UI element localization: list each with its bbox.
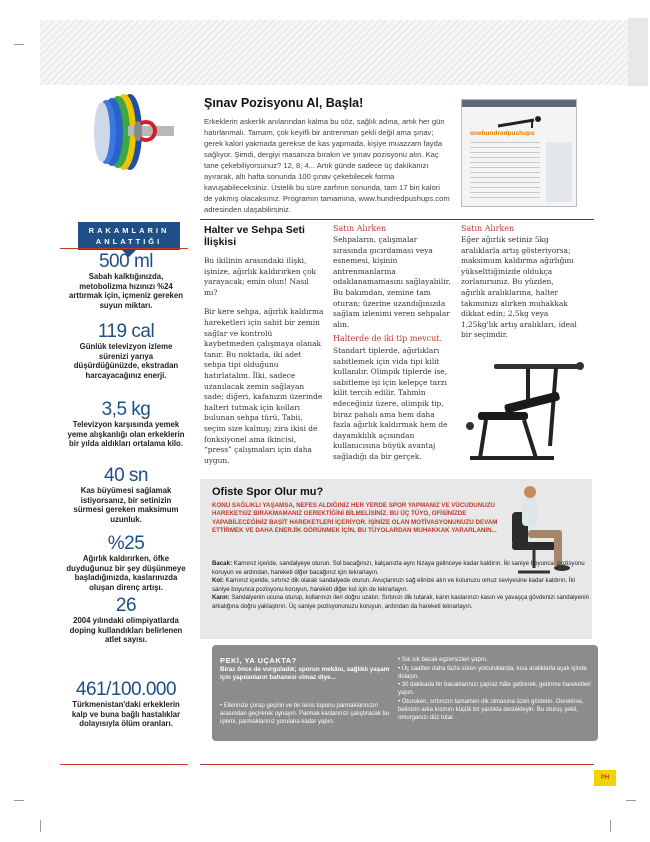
stat-item xyxy=(66,680,186,729)
sidebar-heading: RAKAMLARIN ANLATTIĞI xyxy=(78,222,180,250)
office-exercise-item xyxy=(212,577,590,594)
travel-tip: • Sık sık bacak egzersizleri yapın. xyxy=(398,657,488,663)
office-intro: KONU SAĞLIKLI YAŞAMSA, NEFES ALDIĞINIZ HER YERDE SPOR YAPMANIZ VE VÜCUDUNUZU HAREKETSİZ BIRAKMAMANIZ GEREKTİĞİNİ BİLMELİSİNİZ. BU ÜÇ TÜYO, OFİSİNİZDE YAPABİLECEĞİNİZ BASİT HAREKETLERİ İÇERİYOR. İŞİNİZE OLAN MOTİVASYONUNUZU DEVAM ETTİRMEK VE DAHA ENERJİK GÖRÜNMEK İÇİN, BU TÜYOLARDAN MUHAKKAK YARARLANIN... xyxy=(212,502,498,535)
stat-item xyxy=(66,466,186,524)
travel-tip: • 30 dakikada bir bacaklarınızı çapraz hâle getirerek, gerinme hareketleri yapın. xyxy=(398,682,591,697)
stat-value: %25 xyxy=(107,533,145,554)
article-top-rule xyxy=(200,219,594,220)
col2-text-buying: Sehpaların, çalışmalar sırasında gıcırdaması veya esnemesi, kişinin antrenmanlarına odaklanamamasını sağlayabilir. Bu bakımdan, zemine tam oturan; üzerine uzandığınızda sağlam izlenimi veren sehpalar alın. xyxy=(333,235,451,329)
stat-value: 3,5 kg xyxy=(101,399,151,420)
bottom-rule xyxy=(200,764,594,765)
col3-heading-buying: Satın Alırken xyxy=(461,224,515,233)
stat-item xyxy=(66,322,186,380)
stat-item xyxy=(66,252,186,310)
intro-title: Şınav Pozisyonu Al, Başla! xyxy=(204,96,364,110)
website-screenshot-image xyxy=(461,99,577,207)
stat-value: 119 cal xyxy=(97,321,155,342)
crop-mark xyxy=(626,800,636,801)
exercise-label: Kol: xyxy=(212,577,224,585)
website-text-lines xyxy=(470,142,540,202)
exercise-text: Karnınız içeride, sandalyeye oturun. Sol bacağınızı, kalçanızla aynı hizaya gelinceye kadar kaldırın. İki saniye boyunca, pozisyonu koruyun ve ardından, hareketi diğer bacağınız için tekrarlayın. xyxy=(212,560,585,576)
website-logo-text: onehundredpushups xyxy=(470,130,535,137)
crop-mark xyxy=(610,820,611,832)
col2-text-barbell: Standart tiplerde, ağırlıkları sabitlemek için vida tipi kilit kullanılır. Olimpik tiplerde ise, sabitleme işi için kelepçe tarzı kilit tercih edilir. Tahmin edeceğiniz üzere, olimpik tip, biraz pahalı ama hem daha fazla ağırlık kaldırmak hem de dayanıklılık açısından kullanıcısına büyük avantaj sağladığı da bir gerçek. xyxy=(333,346,448,461)
stat-text: Türkmenistan'daki erkeklerin kalp ve buna bağlı hastalıklar dolayısıyla ölüm oranları. xyxy=(71,700,181,729)
pushup-figure-image xyxy=(494,114,544,130)
travel-tip: • Oturuken, sırtınızın tamamen dik olmasına özen gösterin. Gerekirse, belinizin arka kısmını küçük bir yastıkla destekleyin. Bu oturuş şekli, omurganızı düz tutar. xyxy=(398,698,584,722)
travel-tip: • Üç saatten daha fazla süren yolculuklarda, kısa aralıklarla uçak içinde dolaşın. xyxy=(398,665,587,680)
crop-mark xyxy=(14,800,24,801)
stat-value: 26 xyxy=(115,595,137,616)
article-column-1 xyxy=(204,256,324,475)
crop-mark xyxy=(40,820,41,832)
browser-bar xyxy=(462,100,576,107)
exercise-label: Bacak: xyxy=(212,560,232,567)
sidebar-bottom-divider xyxy=(60,764,188,765)
office-exercise-item xyxy=(212,560,590,577)
article-paragraph: Bu ikilinin arasındaki ilişki, işinize, ağırlık kaldırırken çok yarayacak; emin olun! Nasıl mı? xyxy=(204,256,316,297)
barbell-plates-image xyxy=(78,92,178,182)
exercise-text: Sandalyenin ucuna oturup, kollarınızı ileri doğru uzatın. Sırtınızı dik tutarak, karın kaslarınızı kasın ve yavaşça gövdenizi sandalyenin arkalığına doğru yaklaştırın. Üç saniye pozisyonunuzu koruyun, ardından da hareketi tekrarlayın. xyxy=(212,594,590,610)
intro-body xyxy=(204,116,450,215)
col2-heading-barbell: Halterde de iki tip mevcut. xyxy=(333,334,443,343)
travel-title: PEKİ, YA UÇAKTA? xyxy=(220,656,297,665)
stat-text: 2004 yılındaki olimpiyatlarda doping kullandıkları belirlenen atlet sayısı. xyxy=(69,616,183,645)
stat-text: Kas büyümesi sağlamak istiyorsanız, bir setinizin sürmesi gereken maksimum uzunluk. xyxy=(73,486,179,524)
col3-text-buying: Eğer ağırlık setiniz 5kg aralıklarla artış gösteriyorsa; maksimum kaldırma ağırlığını yükselttiğinizde oldukça zorlanırsınız. Bu yüzden, ağırlık aralıklarına, halter takımınızı alırken muhakkak dikkat edin; 2,5kg veya 1,25kg'lık artış aralıkları, ideal bir seçimdir. xyxy=(461,235,577,340)
stat-text: Günlük televizyon izleme sürenizi yarıya düşürdüğünüzde, ekstradan harcayacağınız enerji. xyxy=(73,342,179,380)
stat-value: 40 sn xyxy=(104,465,148,486)
article-paragraph: Bir kere sehpa, ağırlık kaldırma hareketleri için sabit bir zemin sağlar ve kontrolü kaybetmeden çalışmaya olanak tanır. Bu noktada, iki adet sehpa tipi olduğunu hatırlatalım. İlki, sadece uzanılacak zemin sağlayan sade; diğeri, kafanızın üzerinde halteri tutmak için kolları bulunan sehpa türü. Tabii, seçim size kalmış; zira ikisi de fonksiyonel ama ikincisi, “press” çalışmaları için daha uygun. xyxy=(204,307,324,465)
office-exercise-item xyxy=(212,594,590,611)
exercise-label: Karın: xyxy=(212,594,230,602)
office-exercises xyxy=(212,560,590,612)
stat-text: Sabah kalktığınızda, metobolizma hızınızı %24 arttırmak için, içmeniz gereken suyun miktarı. xyxy=(69,272,183,310)
page-corner-tab xyxy=(628,18,648,86)
travel-tips-right xyxy=(398,656,592,723)
stat-item xyxy=(66,400,186,449)
website-sidebar xyxy=(546,142,572,202)
article-title: Halter ve Sehpa Seti İlişkisi xyxy=(204,224,305,248)
stat-item xyxy=(66,596,186,645)
travel-lead: Biraz önce de vurguladık; sporun mekânı, sağlıklı yaşam için yapılanların bahanesi olmaz diye... xyxy=(220,666,390,682)
intro-paragraph: Erkeklerin askerlik anılarından kalma bu söz, sağlık adına, artık her gün hatırlanmalı. Tamam, çok keyifli bir antrenman şekli değil ama şınav; gerek kalori yakmada gerekse de kas yapmada, kişiye muazzam fayda sağlıyor. Şimdi, dergiyi masanıza bırakın ve şınav pozisyonu alın. Kaç tane çekebiliyorsunuz? 12, 8, 4... Artık günde sadece üç dakikanızı ayırarak, altı hafta sonunda 100 şınav çekebilecek forma kavuşabileceksiniz. Üstelik bu süre zarfının sonunda, tam 17 bin kalori de yakmış olacaksınız. Programın tamamına, www.hundredpushups.com adresinden ulaşabilirsiniz. xyxy=(204,117,450,214)
stat-item xyxy=(66,534,186,592)
stat-value: 461/100.000 xyxy=(75,679,177,700)
office-title: Ofiste Spor Olur mu? xyxy=(212,486,324,498)
magazine-logo: PH xyxy=(594,770,616,786)
sidebar-divider xyxy=(60,248,188,249)
stat-text: Televizyon karşısında yemek yeme alışkanlığı olan erkeklerin bir yılda aldıkları ortalama kilo. xyxy=(67,420,185,449)
header-pattern-band xyxy=(40,20,638,85)
stat-text: Ağırlık kaldırırken, öfke duyduğunuz bir şey düşünmeye başladığınızda, kaslarınızda oluşan direnç artışı. xyxy=(66,554,186,592)
exercise-text: Karnınız içeride, sırtınız dik olarak sandalyede oturun. Avuçlarınızı sağ elinize alın ve kolunuzu omuz seviyesine kadar kaldırın. İki saniye boyunca pozisyonu koruyun, hareketi diğer kol için de tekrarlayın. xyxy=(212,577,576,593)
travel-tip-left: • Ellerinize çorap geçirin ve bir tenis topunu parmaklarınızın arasından geçirerek oynayın. Parmak kaslarınızı çalıştıracak bu işlemi, parmaklarınız yorulana kadar yapın. xyxy=(220,703,390,725)
col2-heading-buying: Satın Alırken xyxy=(333,224,387,233)
stat-value: 500 ml xyxy=(98,251,154,272)
crop-mark xyxy=(14,44,24,45)
weight-bench-image xyxy=(464,346,584,466)
